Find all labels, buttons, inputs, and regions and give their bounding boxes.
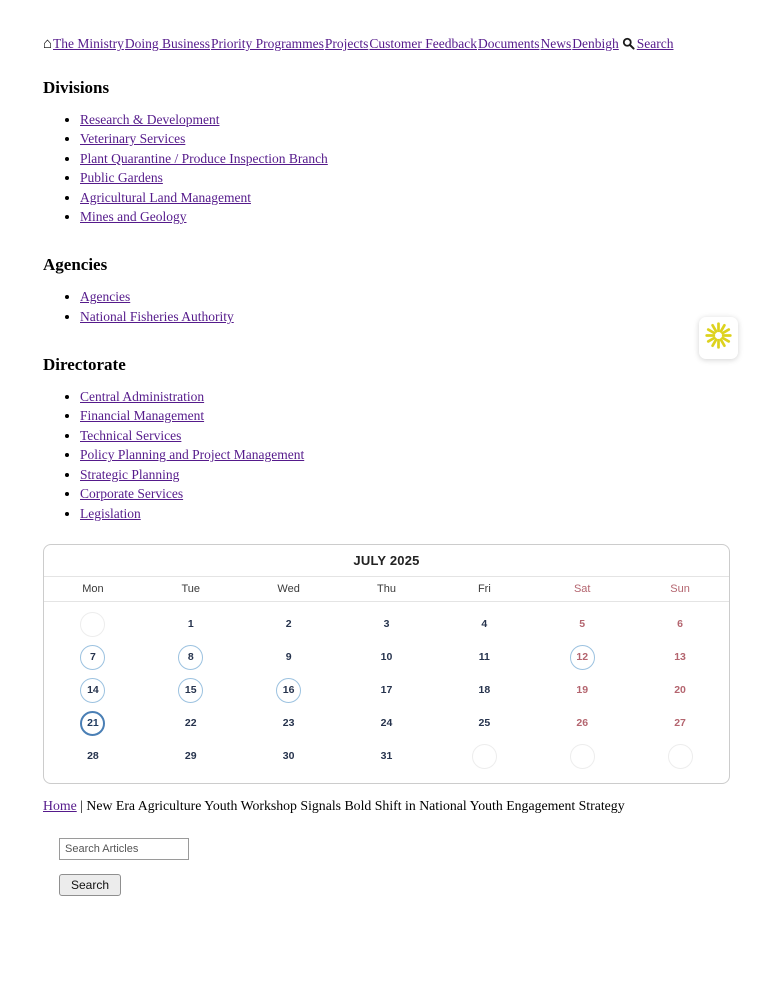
section-link[interactable]: Veterinary Services xyxy=(80,131,186,147)
nav-link[interactable]: Doing Business xyxy=(124,36,211,51)
calendar-cell xyxy=(142,740,240,773)
search-icon xyxy=(622,37,635,54)
calendar-day[interactable]: 25 xyxy=(478,717,491,730)
calendar-cell xyxy=(240,707,338,740)
calendar-cell xyxy=(338,674,436,707)
calendar-cell xyxy=(631,641,729,674)
calendar-cell xyxy=(631,674,729,707)
calendar-day-name: Thu xyxy=(377,582,396,595)
calendar-day[interactable]: 10 xyxy=(380,651,393,664)
section-heading: Agencies xyxy=(43,255,108,275)
section-heading: Divisions xyxy=(43,77,110,97)
calendar-day-names xyxy=(44,577,729,602)
calendar-cell xyxy=(240,641,338,674)
calendar-day[interactable]: 31 xyxy=(380,750,393,763)
section-link[interactable]: Strategic Planning xyxy=(80,466,180,482)
calendar-cell xyxy=(338,740,436,773)
nav-link[interactable]: Documents xyxy=(478,36,540,51)
calendar-day-name: Mon xyxy=(82,582,104,595)
calendar-day[interactable]: 26 xyxy=(576,717,589,730)
calendar-day[interactable]: 15 xyxy=(178,678,203,703)
section-link-list xyxy=(43,289,730,325)
list-item xyxy=(80,170,730,186)
empty-day xyxy=(80,612,105,637)
list-item xyxy=(80,289,730,305)
section-link[interactable]: Mines and Geology xyxy=(80,209,187,225)
empty-day xyxy=(570,744,595,769)
calendar-cell xyxy=(240,608,338,641)
calendar-day[interactable]: 14 xyxy=(80,678,105,703)
calendar-cell xyxy=(631,707,729,740)
calendar-cell xyxy=(44,740,142,773)
calendar-cell xyxy=(435,740,533,773)
calendar-day[interactable]: 13 xyxy=(674,651,686,664)
nav-link[interactable]: Projects xyxy=(324,36,369,51)
calendar-day[interactable]: 23 xyxy=(282,717,295,730)
calendar-cell xyxy=(44,674,142,707)
list-item xyxy=(80,447,730,463)
calendar-cell xyxy=(44,608,142,641)
calendar-day[interactable]: 3 xyxy=(383,618,390,631)
nav-search-link[interactable] xyxy=(622,36,674,51)
section-link[interactable]: Legislation xyxy=(80,505,141,521)
calendar-day[interactable]: 12 xyxy=(570,645,595,670)
section-link[interactable]: Agencies xyxy=(80,289,131,305)
calendar-month-title: JULY 2025 xyxy=(44,545,729,577)
section-heading: Directorate xyxy=(43,354,126,374)
search-articles-input[interactable] xyxy=(59,838,189,860)
nav-link[interactable]: Priority Programmes xyxy=(211,36,324,51)
list-item xyxy=(80,428,730,444)
section-link[interactable]: National Fisheries Authority xyxy=(80,308,234,324)
calendar-cell xyxy=(435,608,533,641)
calendar-day-name: Sun xyxy=(670,582,690,595)
home-icon[interactable]: ⌂ xyxy=(43,36,53,52)
sections xyxy=(43,78,730,522)
calendar-day[interactable]: 27 xyxy=(674,717,686,730)
breadcrumb-separator: | xyxy=(80,797,83,813)
nav-link[interactable]: News xyxy=(540,36,572,51)
calendar-cell xyxy=(533,674,631,707)
calendar-day[interactable]: 16 xyxy=(276,678,301,703)
calendar-cell xyxy=(338,707,436,740)
section-link[interactable]: Public Gardens xyxy=(80,170,163,186)
calendar-day[interactable]: 29 xyxy=(184,750,197,763)
search-button-row xyxy=(43,874,730,896)
calendar-day-name: Wed xyxy=(277,582,300,595)
empty-day xyxy=(472,744,497,769)
calendar-day[interactable]: 6 xyxy=(677,618,683,631)
list-item xyxy=(80,467,730,483)
sunburst-icon xyxy=(705,322,732,354)
calendar-day[interactable]: 11 xyxy=(478,651,490,664)
section-link[interactable]: Agricultural Land Management xyxy=(80,189,251,205)
calendar-day[interactable]: 18 xyxy=(478,684,491,697)
section-link[interactable]: Technical Services xyxy=(80,427,182,443)
accessibility-widget-button[interactable] xyxy=(699,317,738,359)
calendar-day[interactable]: 20 xyxy=(674,684,686,697)
list-item xyxy=(80,389,730,405)
calendar-day[interactable]: 19 xyxy=(576,684,589,697)
nav-link[interactable]: Customer Feedback xyxy=(369,36,478,51)
search-button[interactable]: Search xyxy=(59,874,121,896)
nav-link[interactable]: Denbigh xyxy=(572,36,619,51)
section-link[interactable]: Policy Planning and Project Management xyxy=(80,447,305,463)
nav-search-label: Search xyxy=(636,36,674,51)
calendar-day-name: Tue xyxy=(181,582,201,595)
calendar-cell xyxy=(338,641,436,674)
calendar-day[interactable]: 22 xyxy=(184,717,197,730)
calendar-day[interactable]: 7 xyxy=(80,645,105,670)
calendar-day[interactable]: 30 xyxy=(282,750,295,763)
list-item xyxy=(80,209,730,225)
calendar-cell xyxy=(435,674,533,707)
calendar-day[interactable]: 24 xyxy=(380,717,393,730)
calendar-cell xyxy=(533,740,631,773)
calendar-day[interactable]: 2 xyxy=(285,618,292,631)
list-item xyxy=(80,408,730,424)
calendar-day[interactable]: 9 xyxy=(285,651,292,664)
calendar-day[interactable]: 1 xyxy=(187,618,194,631)
list-item xyxy=(80,151,730,167)
calendar-cell xyxy=(533,608,631,641)
article-search xyxy=(43,838,730,860)
calendar-cell xyxy=(435,641,533,674)
list-item xyxy=(80,486,730,502)
calendar-cell xyxy=(44,641,142,674)
calendar-cell xyxy=(338,608,436,641)
calendar-cell xyxy=(631,608,729,641)
calendar-grid xyxy=(44,602,729,783)
calendar-day[interactable]: 21 xyxy=(80,711,105,736)
calendar-day-name: Fri xyxy=(477,582,491,595)
section-link[interactable]: Corporate Services xyxy=(80,486,184,502)
calendar-cell xyxy=(435,707,533,740)
calendar-cell xyxy=(142,641,240,674)
section-link[interactable]: Financial Management xyxy=(80,408,205,424)
event-calendar xyxy=(43,544,730,784)
calendar-day[interactable]: 17 xyxy=(380,684,393,697)
list-item xyxy=(80,506,730,522)
top-nav xyxy=(43,36,730,54)
breadcrumb-article-title: New Era Agriculture Youth Workshop Signals Bold Shift in National Youth Engagement Strategy xyxy=(86,797,625,813)
calendar-cell xyxy=(142,707,240,740)
home-link[interactable]: Home xyxy=(43,797,77,813)
section-link-list xyxy=(43,112,730,226)
section-link-list xyxy=(43,389,730,522)
calendar-day[interactable]: 28 xyxy=(87,750,99,763)
nav-link[interactable]: The Ministry xyxy=(53,36,124,51)
calendar-cell xyxy=(142,608,240,641)
calendar-cell xyxy=(44,707,142,740)
calendar-day[interactable]: 4 xyxy=(481,618,488,631)
calendar-cell xyxy=(142,674,240,707)
list-item xyxy=(80,131,730,147)
list-item xyxy=(80,190,730,206)
section-link[interactable]: Central Administration xyxy=(80,388,205,404)
calendar-cell xyxy=(533,641,631,674)
list-item xyxy=(80,309,730,325)
calendar-cell xyxy=(533,707,631,740)
section-link[interactable]: Plant Quarantine / Produce Inspection Branch xyxy=(80,150,328,166)
calendar-day-name: Sat xyxy=(573,582,591,595)
list-item xyxy=(80,112,730,128)
calendar-day[interactable]: 5 xyxy=(579,618,586,631)
calendar-cell xyxy=(240,674,338,707)
calendar-cell xyxy=(240,740,338,773)
breadcrumb xyxy=(43,798,730,814)
calendar-day[interactable]: 8 xyxy=(178,645,203,670)
calendar-cell xyxy=(631,740,729,773)
empty-day xyxy=(668,744,693,769)
section-link[interactable]: Research & Development xyxy=(80,111,220,127)
